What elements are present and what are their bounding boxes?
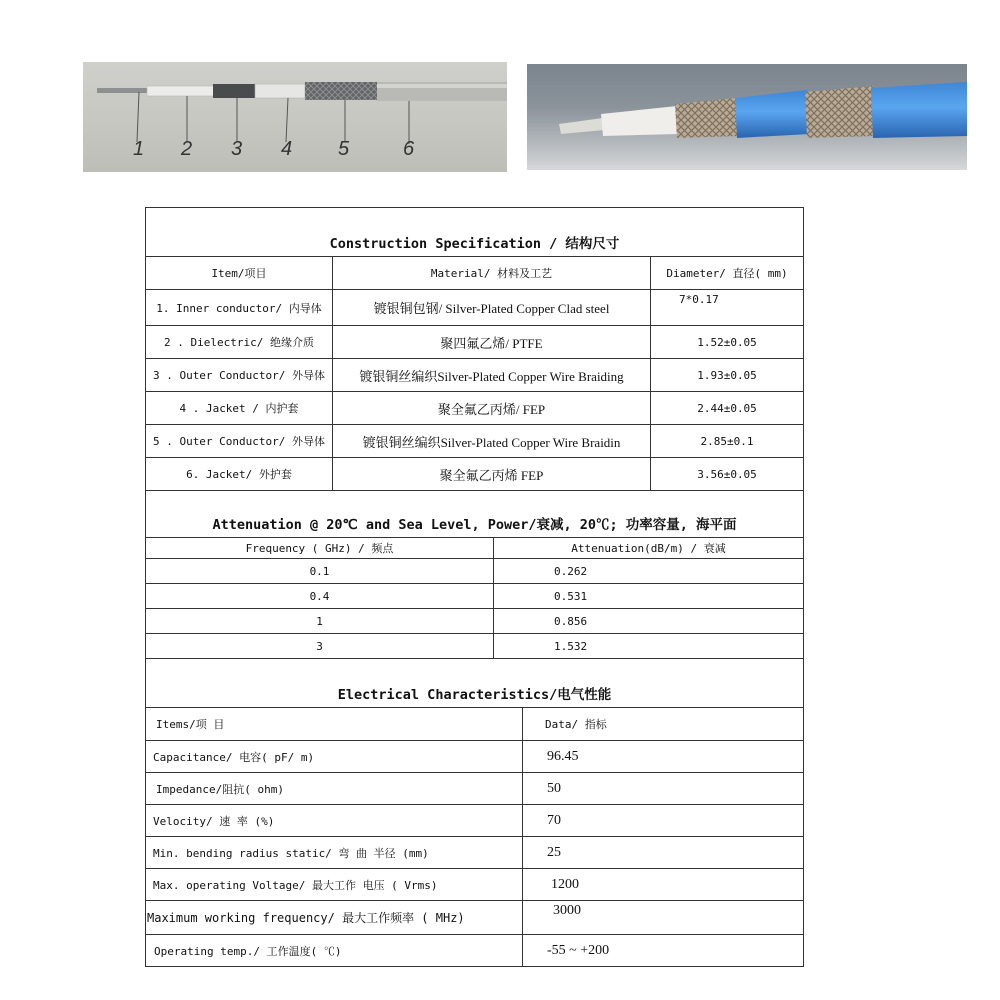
leader-line-4: [286, 98, 288, 142]
jacket-highlight: [377, 84, 507, 88]
cable-cutaway-photo-left: [83, 62, 507, 172]
cell-frequency: 1: [146, 609, 494, 634]
cell-item: Velocity/ 速 率 (%): [146, 805, 523, 837]
outer-jacket-shape-right: [871, 82, 967, 138]
braid-texture: [305, 82, 377, 100]
cell-data: 70: [523, 805, 804, 837]
table-row: [146, 559, 804, 584]
cell-attenuation: 1.532: [494, 634, 804, 659]
inner-conductor-shape: [97, 88, 149, 93]
cell-frequency: 0.4: [146, 584, 494, 609]
cell-item: Min. bending radius static/ 弯 曲 半径 (mm): [146, 837, 523, 869]
inner-conductor-shape-right: [559, 118, 605, 134]
layer-label-3: 3: [231, 138, 243, 160]
cell-diameter: 1.93±0.05: [651, 359, 804, 392]
electrical-table: [145, 658, 804, 967]
cell-data: 3000: [523, 901, 804, 935]
cell-diameter: 2.44±0.05: [651, 392, 804, 425]
header-item: Item/项目: [146, 257, 333, 290]
header-diameter: Diameter/ 直径( mm): [651, 257, 804, 290]
cable-layers-drawing: [83, 62, 507, 172]
cell-item: Impedance/阻抗( ohm): [146, 773, 523, 805]
cell-data: -55 ~ +200: [523, 935, 804, 967]
dielectric-shape: [147, 86, 215, 96]
table-row: [146, 584, 804, 609]
cell-item: 5 . Outer Conductor/ 外导体: [146, 425, 333, 458]
construction-table: [145, 207, 804, 491]
cell-item: 4 . Jacket / 内护套: [146, 392, 333, 425]
braid-1-shape-right: [675, 98, 739, 138]
cell-data: 25: [523, 837, 804, 869]
table-row: [146, 901, 804, 935]
cell-frequency: 0.1: [146, 559, 494, 584]
layer-label-4: 4: [281, 138, 293, 160]
outer-conductor-1-shape: [213, 84, 255, 98]
table-row: [146, 458, 804, 491]
cell-data: 96.45: [523, 741, 804, 773]
cell-material: 聚四氟乙烯/ PTFE: [333, 326, 651, 359]
table-row: [146, 359, 804, 392]
table-row: [146, 773, 804, 805]
cell-diameter: 7*0.17: [651, 290, 804, 326]
attenuation-table: [145, 490, 804, 659]
inner-jacket-shape-right: [735, 90, 809, 138]
table-row: [146, 425, 804, 458]
cell-material: 镀银铜丝编织Silver-Plated Copper Wire Braiding: [333, 359, 651, 392]
header-data: Data/ 指标: [523, 708, 804, 741]
spec-sheet: [145, 207, 803, 967]
cell-item: Maximum working frequency/ 最大工作频率 ( MHz): [146, 901, 523, 935]
cell-item: Max. operating Voltage/ 最大工作 电压 ( Vrms): [146, 869, 523, 901]
table-row: [146, 609, 804, 634]
header-items: Items/项 目: [146, 708, 523, 741]
header-material: Material/ 材料及工艺: [333, 257, 651, 290]
table-row: [146, 805, 804, 837]
header-frequency: Frequency ( GHz) / 频点: [146, 538, 494, 559]
cell-item: 6. Jacket/ 外护套: [146, 458, 333, 491]
blue-cable-drawing: [527, 64, 967, 170]
table-row: [146, 837, 804, 869]
electrical-title: Electrical Characteristics/电气性能: [146, 659, 804, 708]
cell-item: 2 . Dielectric/ 绝缘介质: [146, 326, 333, 359]
cell-attenuation: 0.856: [494, 609, 804, 634]
cell-diameter: 2.85±0.1: [651, 425, 804, 458]
cell-material: 聚全氟乙丙烯 FEP: [333, 458, 651, 491]
inner-jacket-shape: [255, 84, 305, 98]
table-row: [146, 392, 804, 425]
layer-label-6: 6: [403, 138, 415, 160]
dielectric-shape-right: [601, 106, 679, 136]
cell-data: 50: [523, 773, 804, 805]
cell-attenuation: 0.531: [494, 584, 804, 609]
cell-item: Operating temp./ 工作温度( ℃): [146, 935, 523, 967]
table-row: [146, 741, 804, 773]
cell-item: 3 . Outer Conductor/ 外导体: [146, 359, 333, 392]
cell-attenuation: 0.262: [494, 559, 804, 584]
attenuation-title: Attenuation @ 20℃ and Sea Level, Power/衰减, 20℃; 功率容量, 海平面: [146, 491, 804, 538]
table-row: [146, 634, 804, 659]
cell-data: 1200: [523, 869, 804, 901]
table-row: [146, 326, 804, 359]
layer-label-5: 5: [338, 138, 350, 160]
cell-material: 聚全氟乙丙烯/ FEP: [333, 392, 651, 425]
cable-cutaway-photo-right: [527, 64, 967, 170]
cell-diameter: 3.56±0.05: [651, 458, 804, 491]
table-row: [146, 935, 804, 967]
cell-diameter: 1.52±0.05: [651, 326, 804, 359]
layer-label-2: 2: [181, 138, 193, 160]
construction-title: Construction Specification / 结构尺寸: [146, 208, 804, 257]
cell-item: 1. Inner conductor/ 内导体: [146, 290, 333, 326]
table-row: [146, 290, 804, 326]
header-attenuation: Attenuation(dB/m) / 衰减: [494, 538, 804, 559]
table-row: [146, 869, 804, 901]
leader-line-1: [137, 92, 139, 142]
layer-label-1: 1: [133, 138, 145, 160]
cell-frequency: 3: [146, 634, 494, 659]
braid-2-shape-right: [805, 86, 875, 138]
cell-material: 镀银铜包钢/ Silver-Plated Copper Clad steel: [333, 290, 651, 326]
cell-material: 镀银铜丝编织Silver-Plated Copper Wire Braidin: [333, 425, 651, 458]
cell-item: Capacitance/ 电容( pF/ m): [146, 741, 523, 773]
